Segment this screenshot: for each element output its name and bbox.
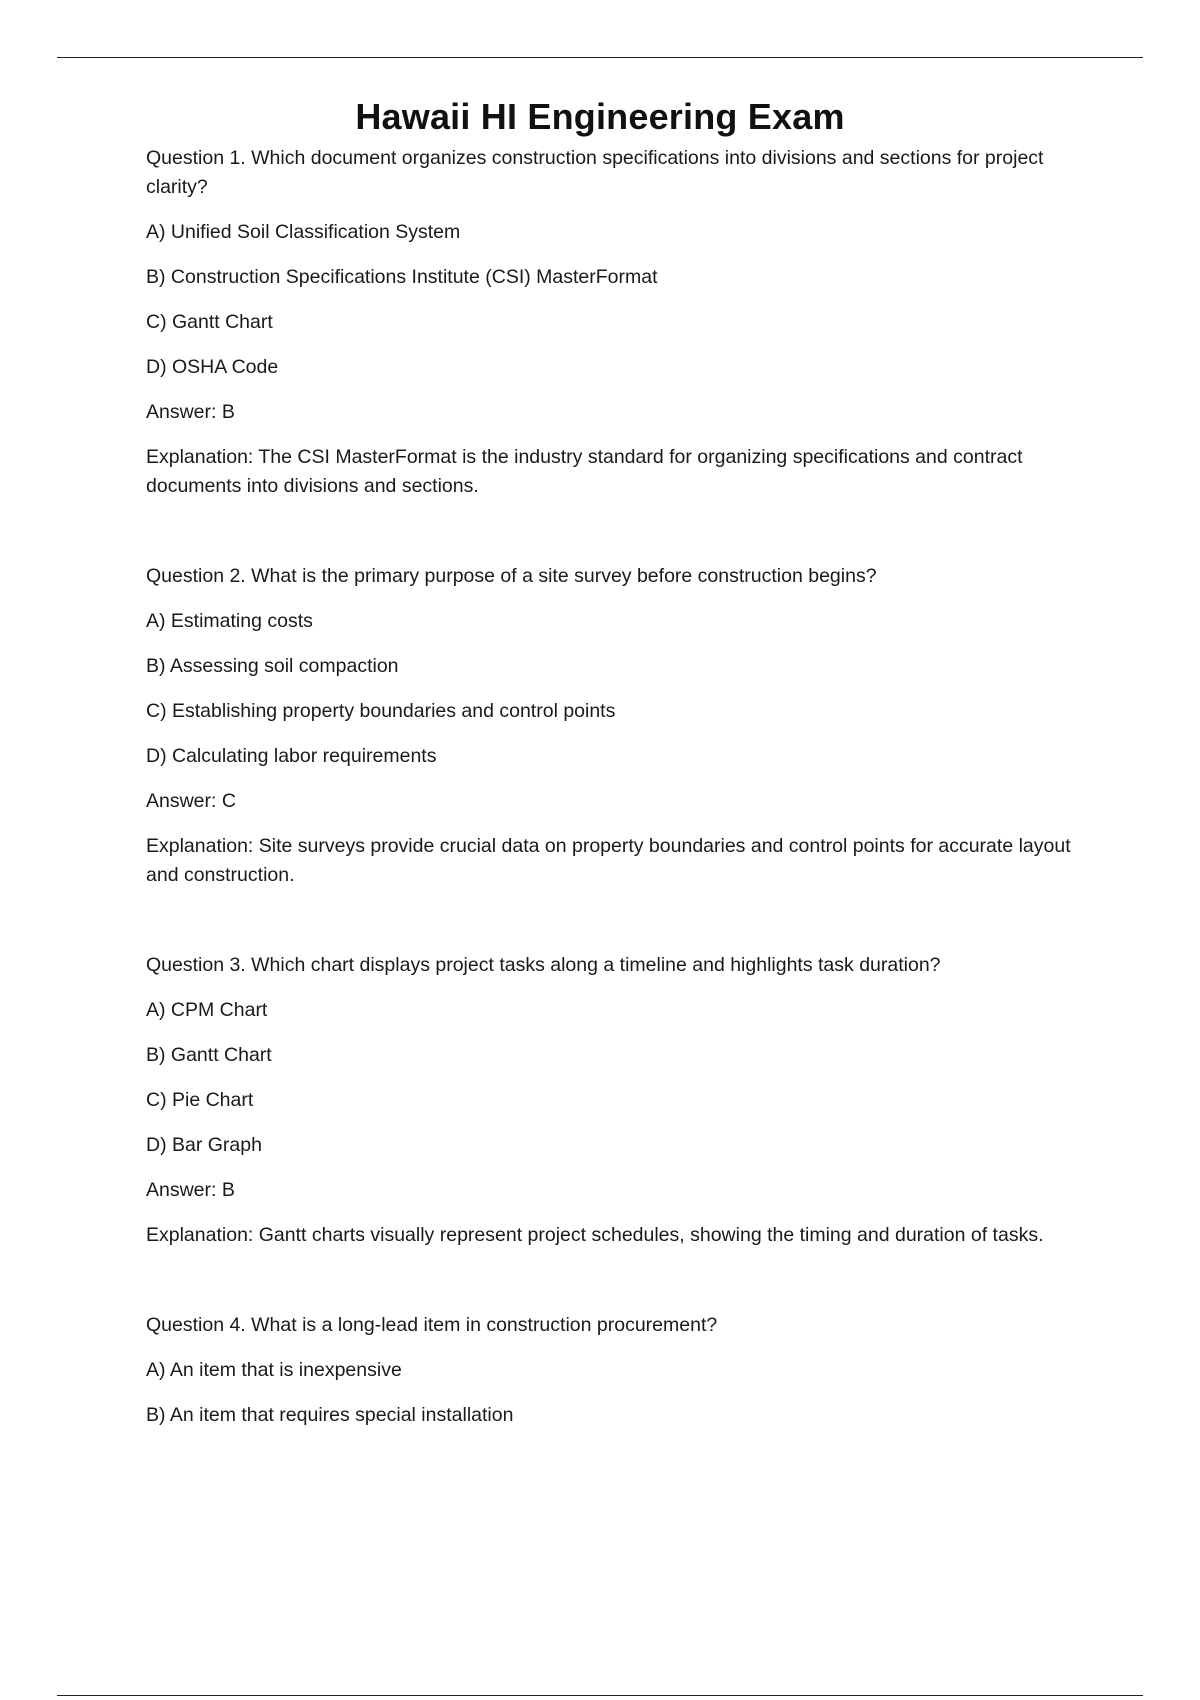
answer-option-d: D) Calculating labor requirements (146, 745, 437, 767)
explanation: Explanation: Site surveys provide crucial data on property boundaries and control points for accurate layout and construction. (146, 835, 1071, 886)
answer-key: Answer: C (146, 790, 236, 812)
answer-option-b: B) Construction Specifications Institute (CSI) MasterFormat (146, 266, 658, 288)
top-rule (57, 57, 1143, 58)
question-block-1 (146, 144, 1096, 501)
page-title: Hawaii HI Engineering Exam (355, 96, 845, 138)
question-text: Question 3. Which chart displays project tasks along a timeline and highlights task duration? (146, 954, 941, 976)
explanation: Explanation: The CSI MasterFormat is the industry standard for organizing specifications and contract documents into divisions and sections. (146, 446, 1023, 497)
answer-option-a: A) Estimating costs (146, 610, 313, 632)
answer-option-c: C) Pie Chart (146, 1089, 254, 1111)
answer-key: Answer: B (146, 401, 235, 423)
answer-option-b: B) Assessing soil compaction (146, 655, 399, 677)
answer-option-d: D) OSHA Code (146, 356, 279, 378)
answer-option-c: C) Establishing property boundaries and control points (146, 700, 616, 722)
answer-option-a: A) CPM Chart (146, 999, 268, 1021)
answer-option-d: D) Bar Graph (146, 1134, 262, 1156)
question-block-2 (146, 562, 1096, 890)
document-body (146, 144, 1096, 1446)
answer-key: Answer: B (146, 1179, 235, 1201)
question-text: Question 2. What is the primary purpose of a site survey before construction begins? (146, 565, 877, 587)
question-text: Question 1. Which document organizes construction specifications into divisions and sections for project clarity? (146, 147, 1044, 198)
explanation: Explanation: Gantt charts visually represent project schedules, showing the timing and duration of tasks. (146, 1224, 1044, 1246)
answer-option-b: B) An item that requires special installation (146, 1404, 514, 1426)
question-block-4 (146, 1311, 1096, 1430)
answer-option-c: C) Gantt Chart (146, 311, 273, 333)
answer-option-b: B) Gantt Chart (146, 1044, 272, 1066)
answer-option-a: A) Unified Soil Classification System (146, 221, 461, 243)
question-text: Question 4. What is a long-lead item in construction procurement? (146, 1314, 718, 1336)
bottom-rule (57, 1695, 1143, 1696)
answer-option-a: A) An item that is inexpensive (146, 1359, 402, 1381)
question-block-3 (146, 951, 1096, 1250)
